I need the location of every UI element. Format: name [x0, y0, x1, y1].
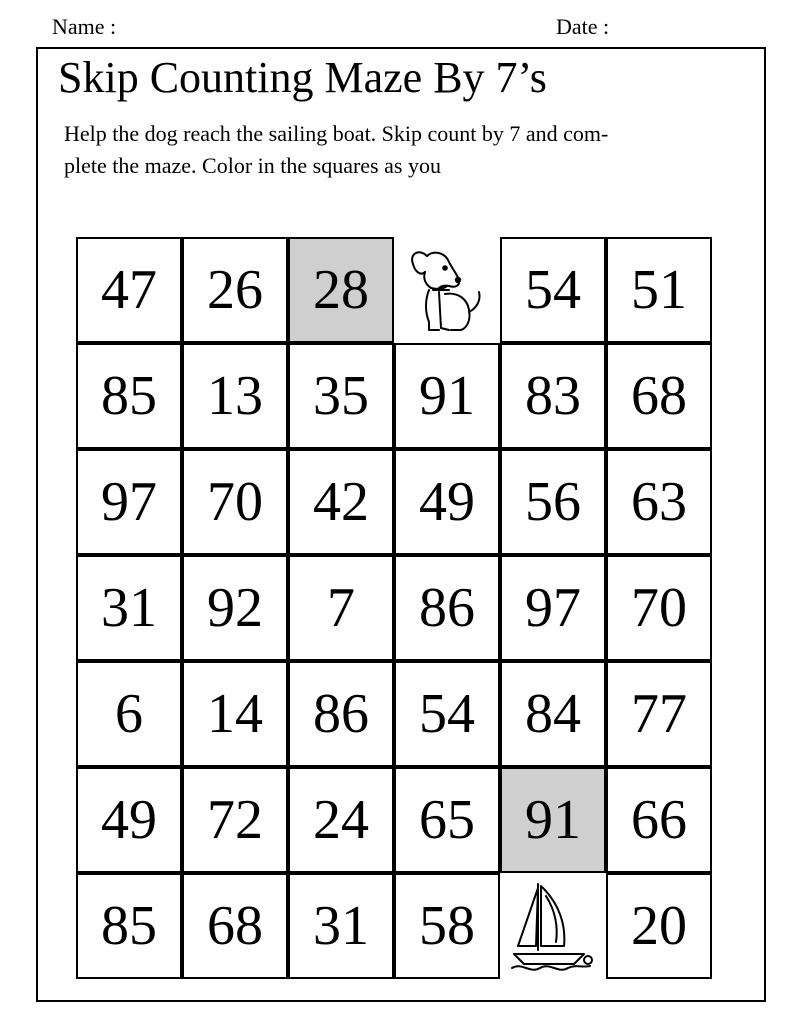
maze-cell[interactable]: [500, 767, 606, 873]
maze-cell-number: 56: [525, 471, 581, 533]
maze-cell-number: 47: [101, 259, 157, 321]
maze-cell-number: 65: [419, 789, 475, 851]
maze-finish-cell: [500, 873, 606, 979]
maze-cell-number: 91: [525, 789, 581, 851]
maze-cell-number: 63: [631, 471, 687, 533]
name-label: Name :: [52, 14, 117, 39]
maze-cell[interactable]: [606, 555, 712, 661]
maze-cell-number: 68: [207, 895, 263, 957]
maze-cell[interactable]: [182, 343, 288, 449]
maze-cell-number: 72: [207, 789, 263, 851]
maze-cell-number: 86: [419, 577, 475, 639]
maze-cell-number: 92: [207, 577, 263, 639]
maze-cell-number: 28: [313, 259, 369, 321]
maze-cell[interactable]: [182, 661, 288, 767]
sailboat-icon: [510, 878, 596, 974]
maze-cell[interactable]: [394, 767, 500, 873]
maze-cell[interactable]: [288, 449, 394, 555]
maze-cell[interactable]: [606, 873, 712, 979]
maze-cell[interactable]: [76, 873, 182, 979]
maze-cell[interactable]: [394, 343, 500, 449]
maze-grid: [76, 237, 716, 979]
maze-cell[interactable]: [288, 767, 394, 873]
maze-cell-number: 42: [313, 471, 369, 533]
maze-cell-number: 84: [525, 683, 581, 745]
maze-cell[interactable]: [288, 661, 394, 767]
maze-cell[interactable]: [76, 449, 182, 555]
maze-cell[interactable]: [288, 237, 394, 343]
maze-start-cell: [394, 237, 500, 343]
maze-cell-number: 66: [631, 789, 687, 851]
maze-cell[interactable]: [606, 343, 712, 449]
maze-cell[interactable]: [76, 555, 182, 661]
maze-cell[interactable]: [394, 873, 500, 979]
maze-cell-number: 86: [313, 683, 369, 745]
maze-cell-number: 97: [101, 471, 157, 533]
maze-cell[interactable]: [76, 343, 182, 449]
maze-cell[interactable]: [76, 767, 182, 873]
maze-cell[interactable]: [394, 661, 500, 767]
maze-cell-number: 70: [207, 471, 263, 533]
maze-cell[interactable]: [500, 237, 606, 343]
maze-cell-number: 70: [631, 577, 687, 639]
maze-cell[interactable]: [182, 873, 288, 979]
maze-cell[interactable]: [500, 661, 606, 767]
maze-cell[interactable]: [182, 237, 288, 343]
maze-cell[interactable]: [288, 555, 394, 661]
maze-cell[interactable]: [182, 449, 288, 555]
instructions: [64, 118, 714, 182]
maze-cell-number: 97: [525, 577, 581, 639]
maze-cell[interactable]: [288, 873, 394, 979]
maze-cell-number: 7: [327, 577, 355, 639]
instructions-line-2: plete the maze. Color in the squares as you: [64, 153, 441, 178]
maze-cell-number: 49: [101, 789, 157, 851]
maze-cell-number: 49: [419, 471, 475, 533]
maze-cell-number: 6: [115, 683, 143, 745]
maze-cell[interactable]: [606, 661, 712, 767]
maze-cell-number: 35: [313, 365, 369, 427]
date-label: Date :: [556, 14, 610, 39]
maze-cell-number: 51: [631, 259, 687, 321]
maze-cell[interactable]: [500, 555, 606, 661]
maze-cell[interactable]: [606, 767, 712, 873]
maze-cell[interactable]: [500, 343, 606, 449]
maze-cell-number: 58: [419, 895, 475, 957]
page-title: Skip Counting Maze By 7’s: [58, 53, 547, 102]
maze-cell-number: 14: [207, 683, 263, 745]
maze-cell[interactable]: [394, 555, 500, 661]
dog-icon: [405, 242, 489, 338]
maze-cell[interactable]: [288, 343, 394, 449]
maze-cell-number: 85: [101, 895, 157, 957]
maze-cell[interactable]: [394, 449, 500, 555]
maze-cell-number: 54: [525, 259, 581, 321]
maze-cell-number: 24: [313, 789, 369, 851]
maze-cell[interactable]: [76, 661, 182, 767]
maze-cell-number: 54: [419, 683, 475, 745]
maze-cell[interactable]: [500, 449, 606, 555]
maze-cell[interactable]: [182, 555, 288, 661]
maze-cell[interactable]: [606, 449, 712, 555]
maze-cell-number: 20: [631, 895, 687, 957]
maze-cell-number: 83: [525, 365, 581, 427]
maze-cell-number: 68: [631, 365, 687, 427]
maze-cell[interactable]: [76, 237, 182, 343]
instructions-line-1: Help the dog reach the sailing boat. Skip count by 7 and com-: [64, 121, 609, 146]
maze-cell-number: 31: [101, 577, 157, 639]
maze-cell-number: 85: [101, 365, 157, 427]
maze-cell-number: 91: [419, 365, 475, 427]
maze-cell[interactable]: [606, 237, 712, 343]
maze-cell-number: 26: [207, 259, 263, 321]
maze-cell-number: 13: [207, 365, 263, 427]
maze-cell[interactable]: [182, 767, 288, 873]
maze-cell-number: 31: [313, 895, 369, 957]
maze-cell-number: 77: [631, 683, 687, 745]
